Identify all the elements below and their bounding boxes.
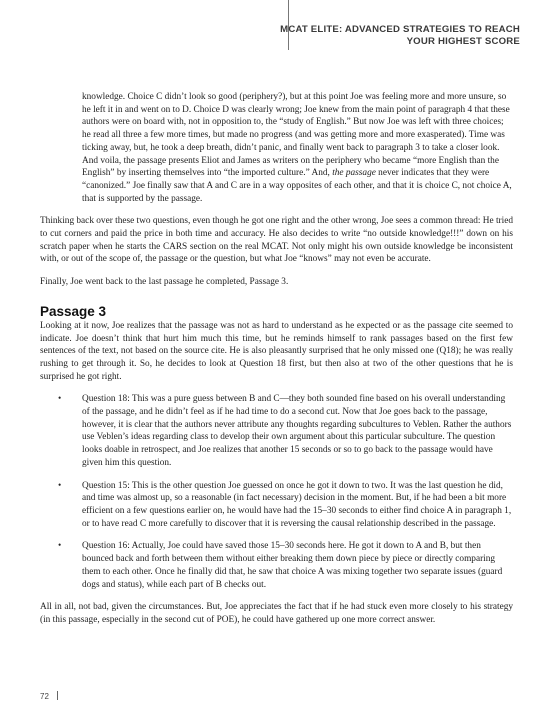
list-item-question-18 [40, 393, 513, 469]
question-review-list [40, 393, 513, 591]
running-header-line-2: YOUR HIGHEST SCORE [406, 35, 520, 47]
bullet-icon: • [58, 394, 62, 405]
page-number: 72 [40, 692, 49, 701]
list-item-question-15 [40, 480, 513, 531]
emphasis-the-passage: the passage [332, 168, 376, 179]
continued-text-part-1: knowledge. Choice C didn’t look so good (periphery?), but at this point Joe was feeling more and more unsure, so he left it in and went on to D. Choice D was clearly wrong; Joe knew from the main point of paragraph 4 that these authors were on board with, not in opposition to, the “study of English.” But now Joe was left with three choices; he read all three a few more times, but made no progress (and was getting more and more exasperated). Time was ticking away, but, he took a deep breath, didn’t panic, and finally went back to paragraph 3 to take a closer look. And voila, the passage presents Eliot and James as writers on the periphery who became “more English than the English” by inserting themselves into “the imported culture.” And, [82, 92, 510, 179]
continued-text-part-2: never indicates that they were “canonized.” Joe finally saw that A and C are in a way opposites of each other, and that it is choice C, not choice A, that is supported by the passage. [82, 168, 512, 204]
list-item-text: Question 18: This was a pure guess between B and C—they both sounded fine based on his overall understanding of the passage, and he didn’t feel as if he had time to do a second cut. Now that Joe goes back to the passage, however, it is clear that the authors never attribute any thoughts regarding subcultures to Veblen. Rather the authors use Veblen’s ideas regarding class to develop their own argument about this particular subculture. The question looks doable in retrospect, and Joe realizes that another 15 seconds or so to go back to the passage would have given him this question. [82, 394, 512, 468]
running-header [280, 24, 520, 47]
running-header-line-1: MCAT ELITE: ADVANCED STRATEGIES TO REACH [280, 24, 520, 35]
page-footer [40, 691, 58, 701]
paragraph-looking-at-it-now: Looking at it now, Joe realizes that the passage was not as hard to understand as he expected or as the passage cite seemed to indicate. Joe doesn’t think that hurt him much this time, but he reminds himself to rank passages based on the first few sentences of the text, not based on the source cite. He is also pleasantly surprised that he only missed one (Q18); he was really rushing to get through it. So, he decides to look at Question 18 first, but then also at two of the other questions that he is surprised he got right. [40, 320, 513, 382]
paragraph-all-in-all: All in all, not bad, given the circumstances. But, Joe appreciates the fact that if he had stuck even more closely to his strategy (in this passage, especially in the second cut of POE), he could have gathered up one more correct answer. [40, 602, 513, 625]
section-heading-passage-3: Passage 3 [40, 303, 107, 319]
bullet-icon: • [58, 541, 62, 552]
list-item-question-16 [40, 540, 513, 591]
paragraph-thinking-back: Thinking back over these two questions, even though he got one right and the other wrong, Joe sees a common thread: He tried to cut corners and paid the price in both time and accuracy. He also decides to write “no outside knowledge!!!” down on his scratch paper when he starts the CARS section on the real MCAT. Not only might his own outside knowledge be inconsistent with, or out of the scope of, the passage or the question, but what Joe “knows” may not even be accurate. [40, 216, 513, 265]
list-item-text: Question 15: This is the other question Joe guessed on once he got it down to two. It was the last question he did, and time was almost up, so a reasonable (in fact necessary) decision in the moment. But, if he had been a bit more efficient on a few questions earlier on, he would have had the 15–30 seconds to either find choice A in paragraph 1, or to have read C more carefully to discover that it is reversing the causal relationship described in the passage. [82, 480, 512, 529]
paragraph-finally: Finally, Joe went back to the last passage he completed, Passage 3. [40, 277, 289, 288]
list-item-text: Question 16: Actually, Joe could have saved those 15–30 seconds here. He got it down to A and B, but then bounced back and forth between them without either breaking them down piece by piece or directly comparing them to each other. Once he finally did that, he saw that choice A was mixing together two separate issues (guard dogs and status), while each part of B checks out. [82, 541, 503, 590]
bullet-icon: • [58, 480, 62, 491]
page-body [40, 91, 513, 627]
continued-analysis-paragraph [82, 91, 513, 205]
footer-divider [57, 691, 58, 700]
